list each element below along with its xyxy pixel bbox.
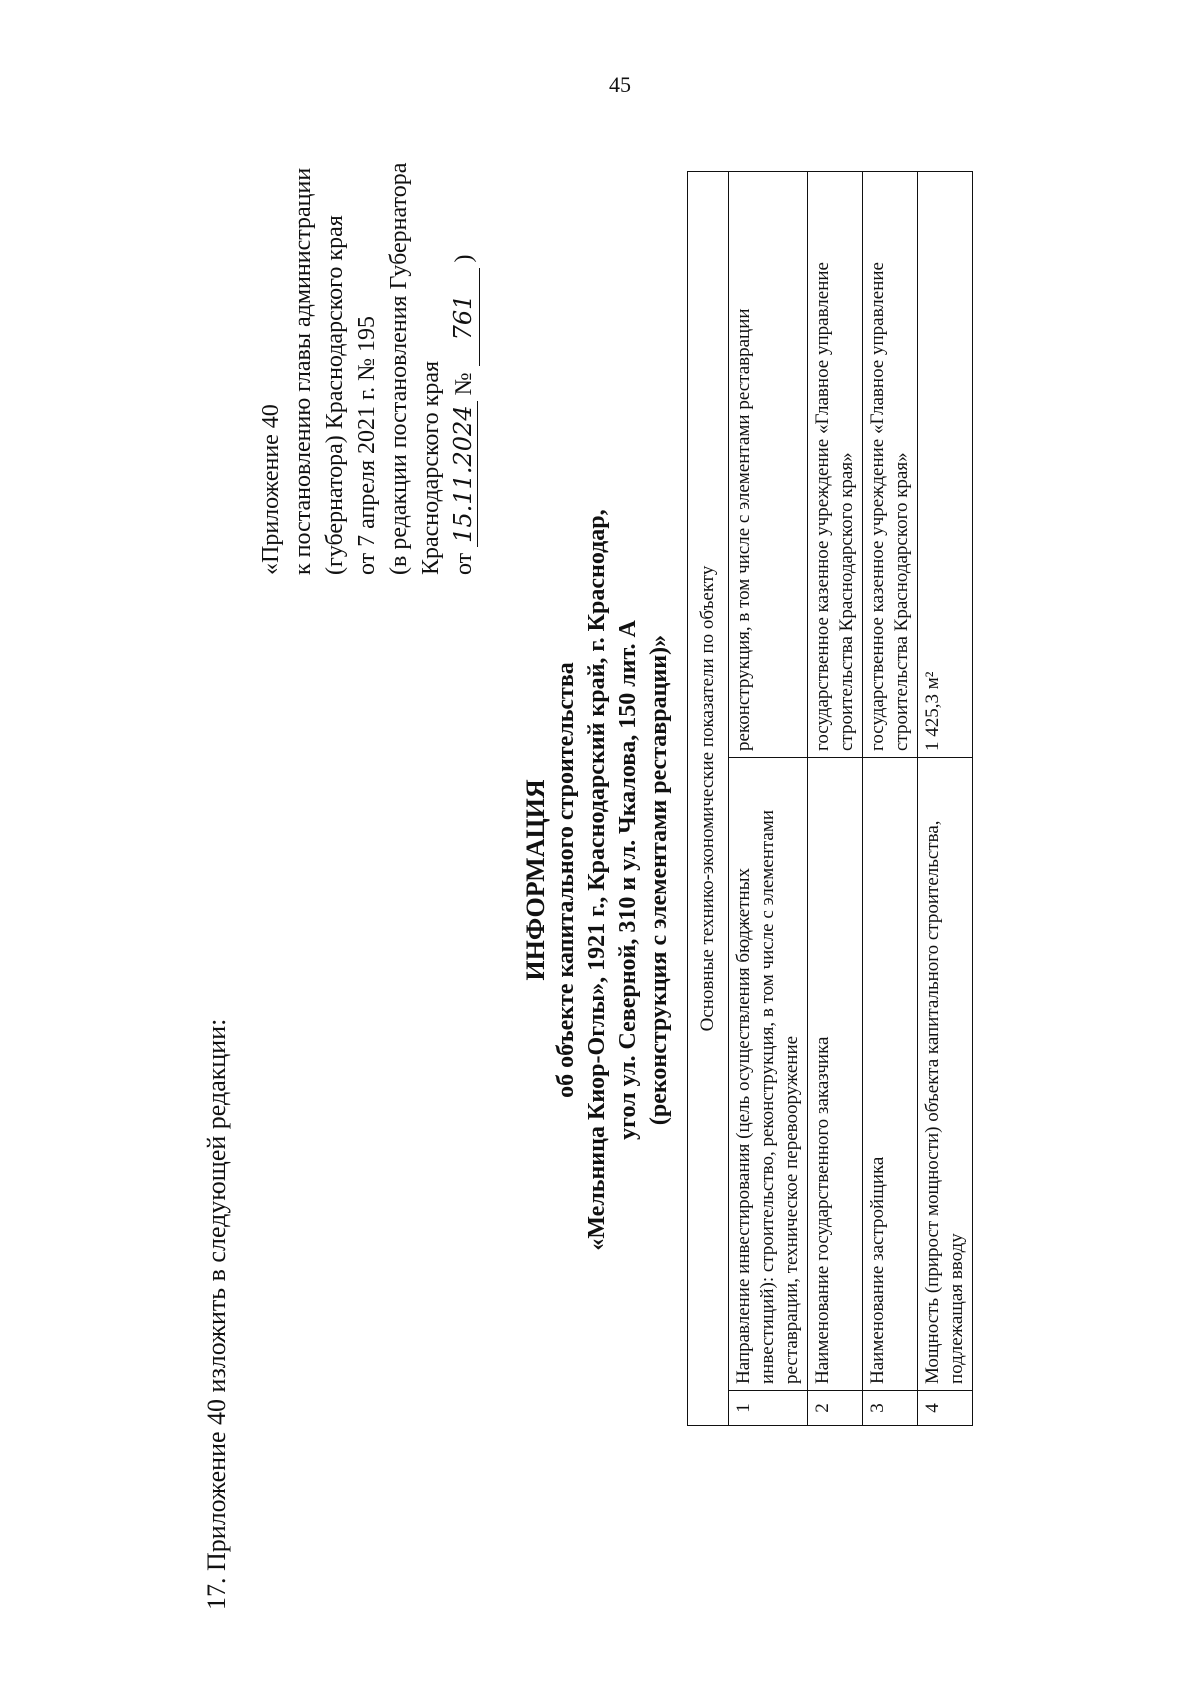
table-row [863, 172, 918, 1426]
row-number: 4 [918, 1391, 973, 1426]
table-row [918, 172, 973, 1426]
handwritten-date: 15.11.2024 [449, 401, 478, 546]
appendix-number-label: № [451, 372, 477, 396]
appendix-closing-paren: ) [451, 254, 477, 263]
title-line-3: угол ул. Северной, 310 и ул. Чкалова, 150 лит. А [615, 620, 641, 1140]
row-value: государственное казенное учреждение «Главное управление строительства Краснодарского края» [863, 172, 918, 758]
title-line-2: «Мельница Киор-Оглы», 1921 г., Краснодарский край, г. Краснодар, [584, 509, 610, 1251]
title-main: ИНФОРМАЦИЯ [521, 779, 550, 981]
appendix-reference [255, 163, 480, 575]
row-value: 1 425,3 м² [918, 172, 973, 758]
row-value: реконструкция, в том числе с элементами реставрации [729, 172, 808, 758]
rotated-page-content [190, 150, 1070, 1610]
row-value: государственное казенное учреждение «Главное управление строительства Краснодарского края» [808, 172, 863, 758]
indicators-table [687, 171, 973, 1426]
appendix-line-6: Краснодарского края [418, 360, 444, 575]
row-label: Наименование государственного заказчика [808, 758, 863, 1391]
table-row [808, 172, 863, 1426]
handwritten-number: 761 [447, 269, 480, 367]
title-line-1: об объекте капитального строительства [553, 662, 579, 1098]
table-row [729, 172, 808, 1426]
row-number: 3 [863, 1391, 918, 1426]
row-number: 2 [808, 1391, 863, 1426]
title-line-4: (реконструкция с элементами реставрации)» [646, 634, 672, 1126]
page-number: 45 [609, 72, 631, 97]
appendix-line-4: от 7 апреля 2021 г. № 195 [354, 315, 380, 575]
intro-text: 17. Приложение 40 изложить в следующей редакции: [202, 1018, 231, 1610]
row-label: Наименование застройщика [863, 758, 918, 1391]
appendix-line-7 [447, 163, 480, 575]
table-header: Основные технико-экономические показатели по объекту [688, 172, 729, 1426]
appendix-line-5: (в редакции постановления Губернатора [386, 162, 412, 575]
row-number: 1 [729, 1391, 808, 1426]
appendix-date-prefix: от [451, 552, 477, 575]
table-header-row [688, 172, 729, 1426]
document-title [520, 150, 675, 1610]
appendix-line-3: (губернатора) Краснодарского края [322, 215, 348, 575]
row-label: Мощность (прирост мощности) объекта капитального строительства, подлежащая вводу [918, 758, 973, 1391]
appendix-line-1: «Приложение 40 [258, 404, 284, 575]
appendix-line-2: к постановлению главы администрации [290, 167, 316, 575]
row-label: Направление инвестирования (цель осуществления бюджетных инвестиций): строительство, реконструкция, в том числе с элементами реставрации, техническое перевооружение [729, 758, 808, 1391]
